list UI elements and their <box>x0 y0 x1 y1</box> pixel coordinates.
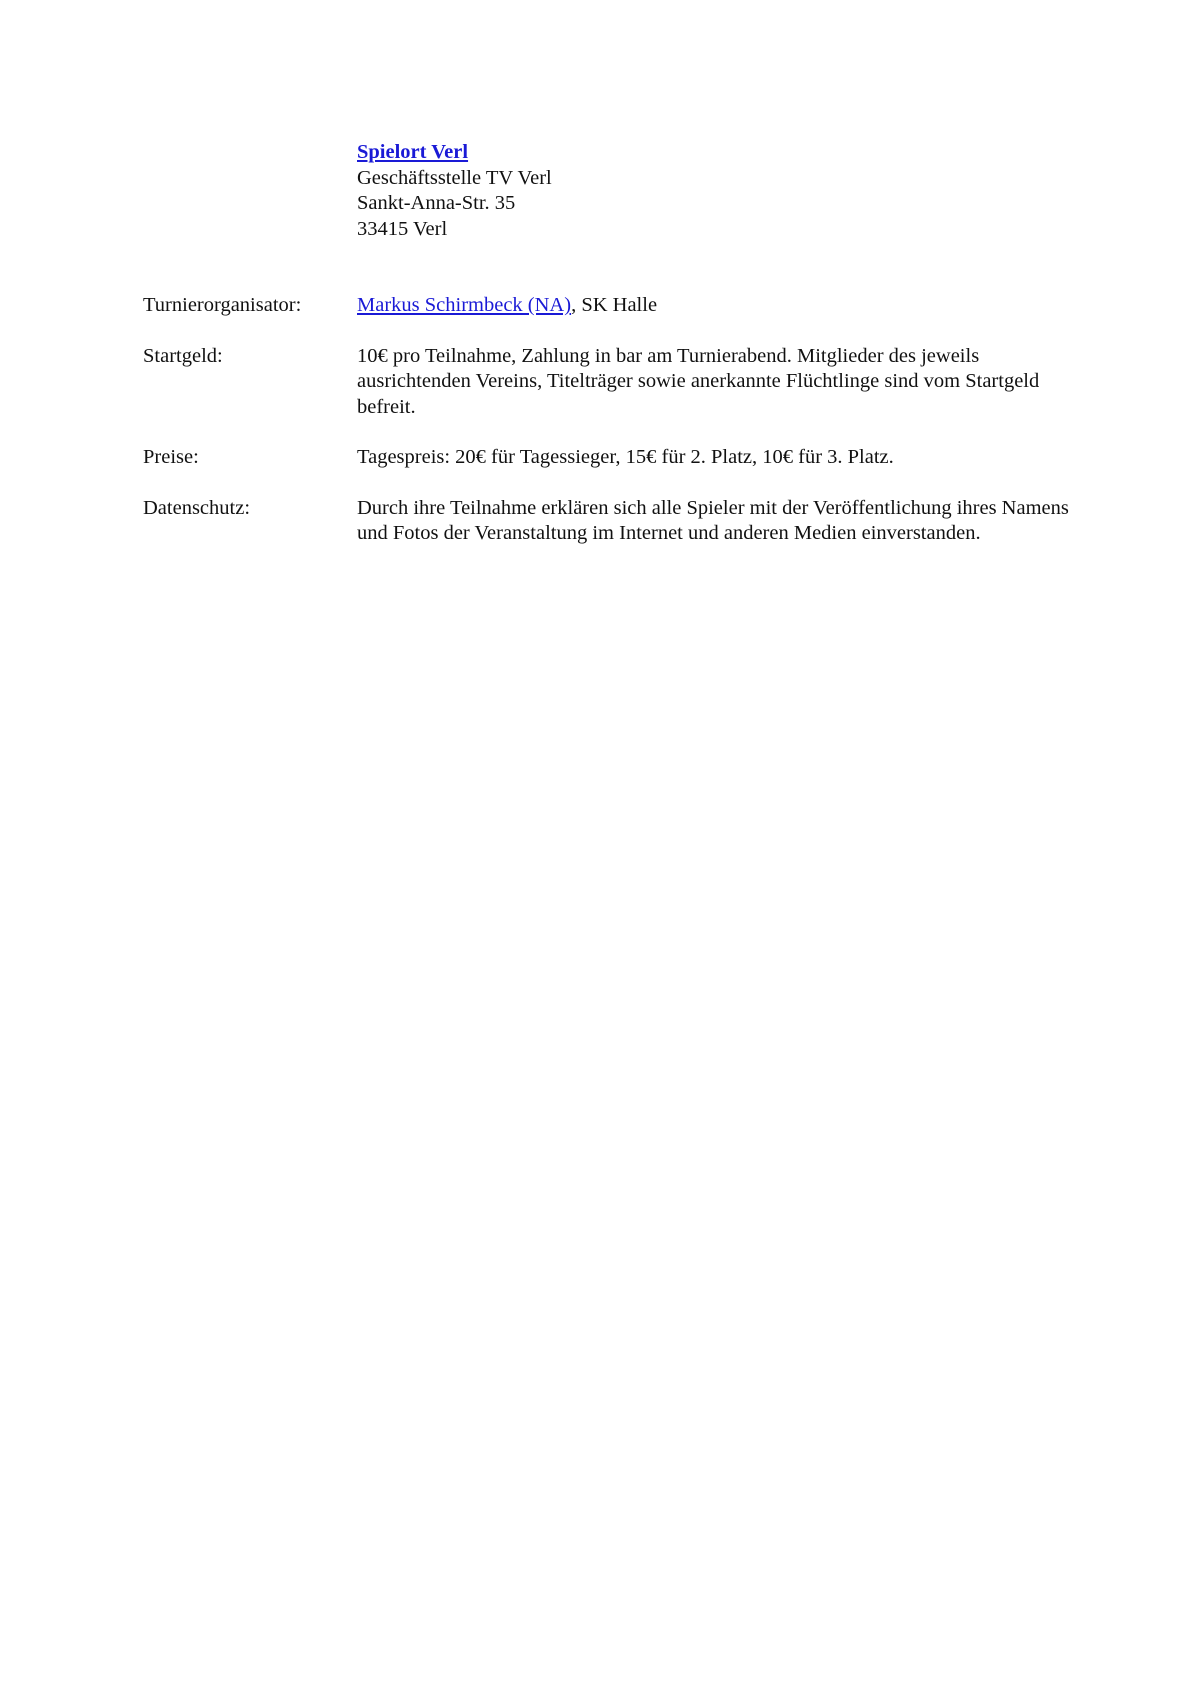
privacy-label: Datenschutz: <box>143 496 251 519</box>
info-table <box>143 293 1083 572</box>
fee-row <box>143 344 1083 421</box>
fee-value: 10€ pro Teilnahme, Zahlung in bar am Turnierabend. Mitglieder des jeweils ausrichtenden Vereins, Titelträger sowie anerkannte Flüchtlinge sind vom Startgeld befreit. <box>357 344 1040 418</box>
organizer-value <box>357 293 1083 319</box>
organizer-link[interactable]: Markus Schirmbeck (NA) <box>357 294 572 316</box>
venue-name: Geschäftsstelle TV Verl <box>357 166 552 189</box>
organizer-label: Turnierorganisator: <box>143 294 302 316</box>
prizes-label: Preise: <box>143 446 199 468</box>
prizes-value: Tagespreis: 20€ für Tagessieger, 15€ für 2. Platz, 10€ für 3. Platz. <box>357 446 894 468</box>
venue-block <box>357 140 1077 242</box>
venue-link[interactable]: Spielort Verl <box>357 141 469 163</box>
prizes-row <box>143 445 1083 471</box>
privacy-value: Durch ihre Teilnahme erklären sich alle Spieler mit der Veröffentlichung ihres Namens und Fotos der Veranstaltung im Internet und anderen Medien einverstanden. <box>357 496 1069 544</box>
organizer-row <box>143 293 1083 319</box>
organizer-club: , SK Halle <box>571 294 658 316</box>
fee-label: Startgeld: <box>143 344 223 367</box>
privacy-row <box>143 496 1083 547</box>
venue-street: Sankt-Anna-Str. 35 <box>357 192 516 214</box>
venue-city: 33415 Verl <box>357 217 448 240</box>
